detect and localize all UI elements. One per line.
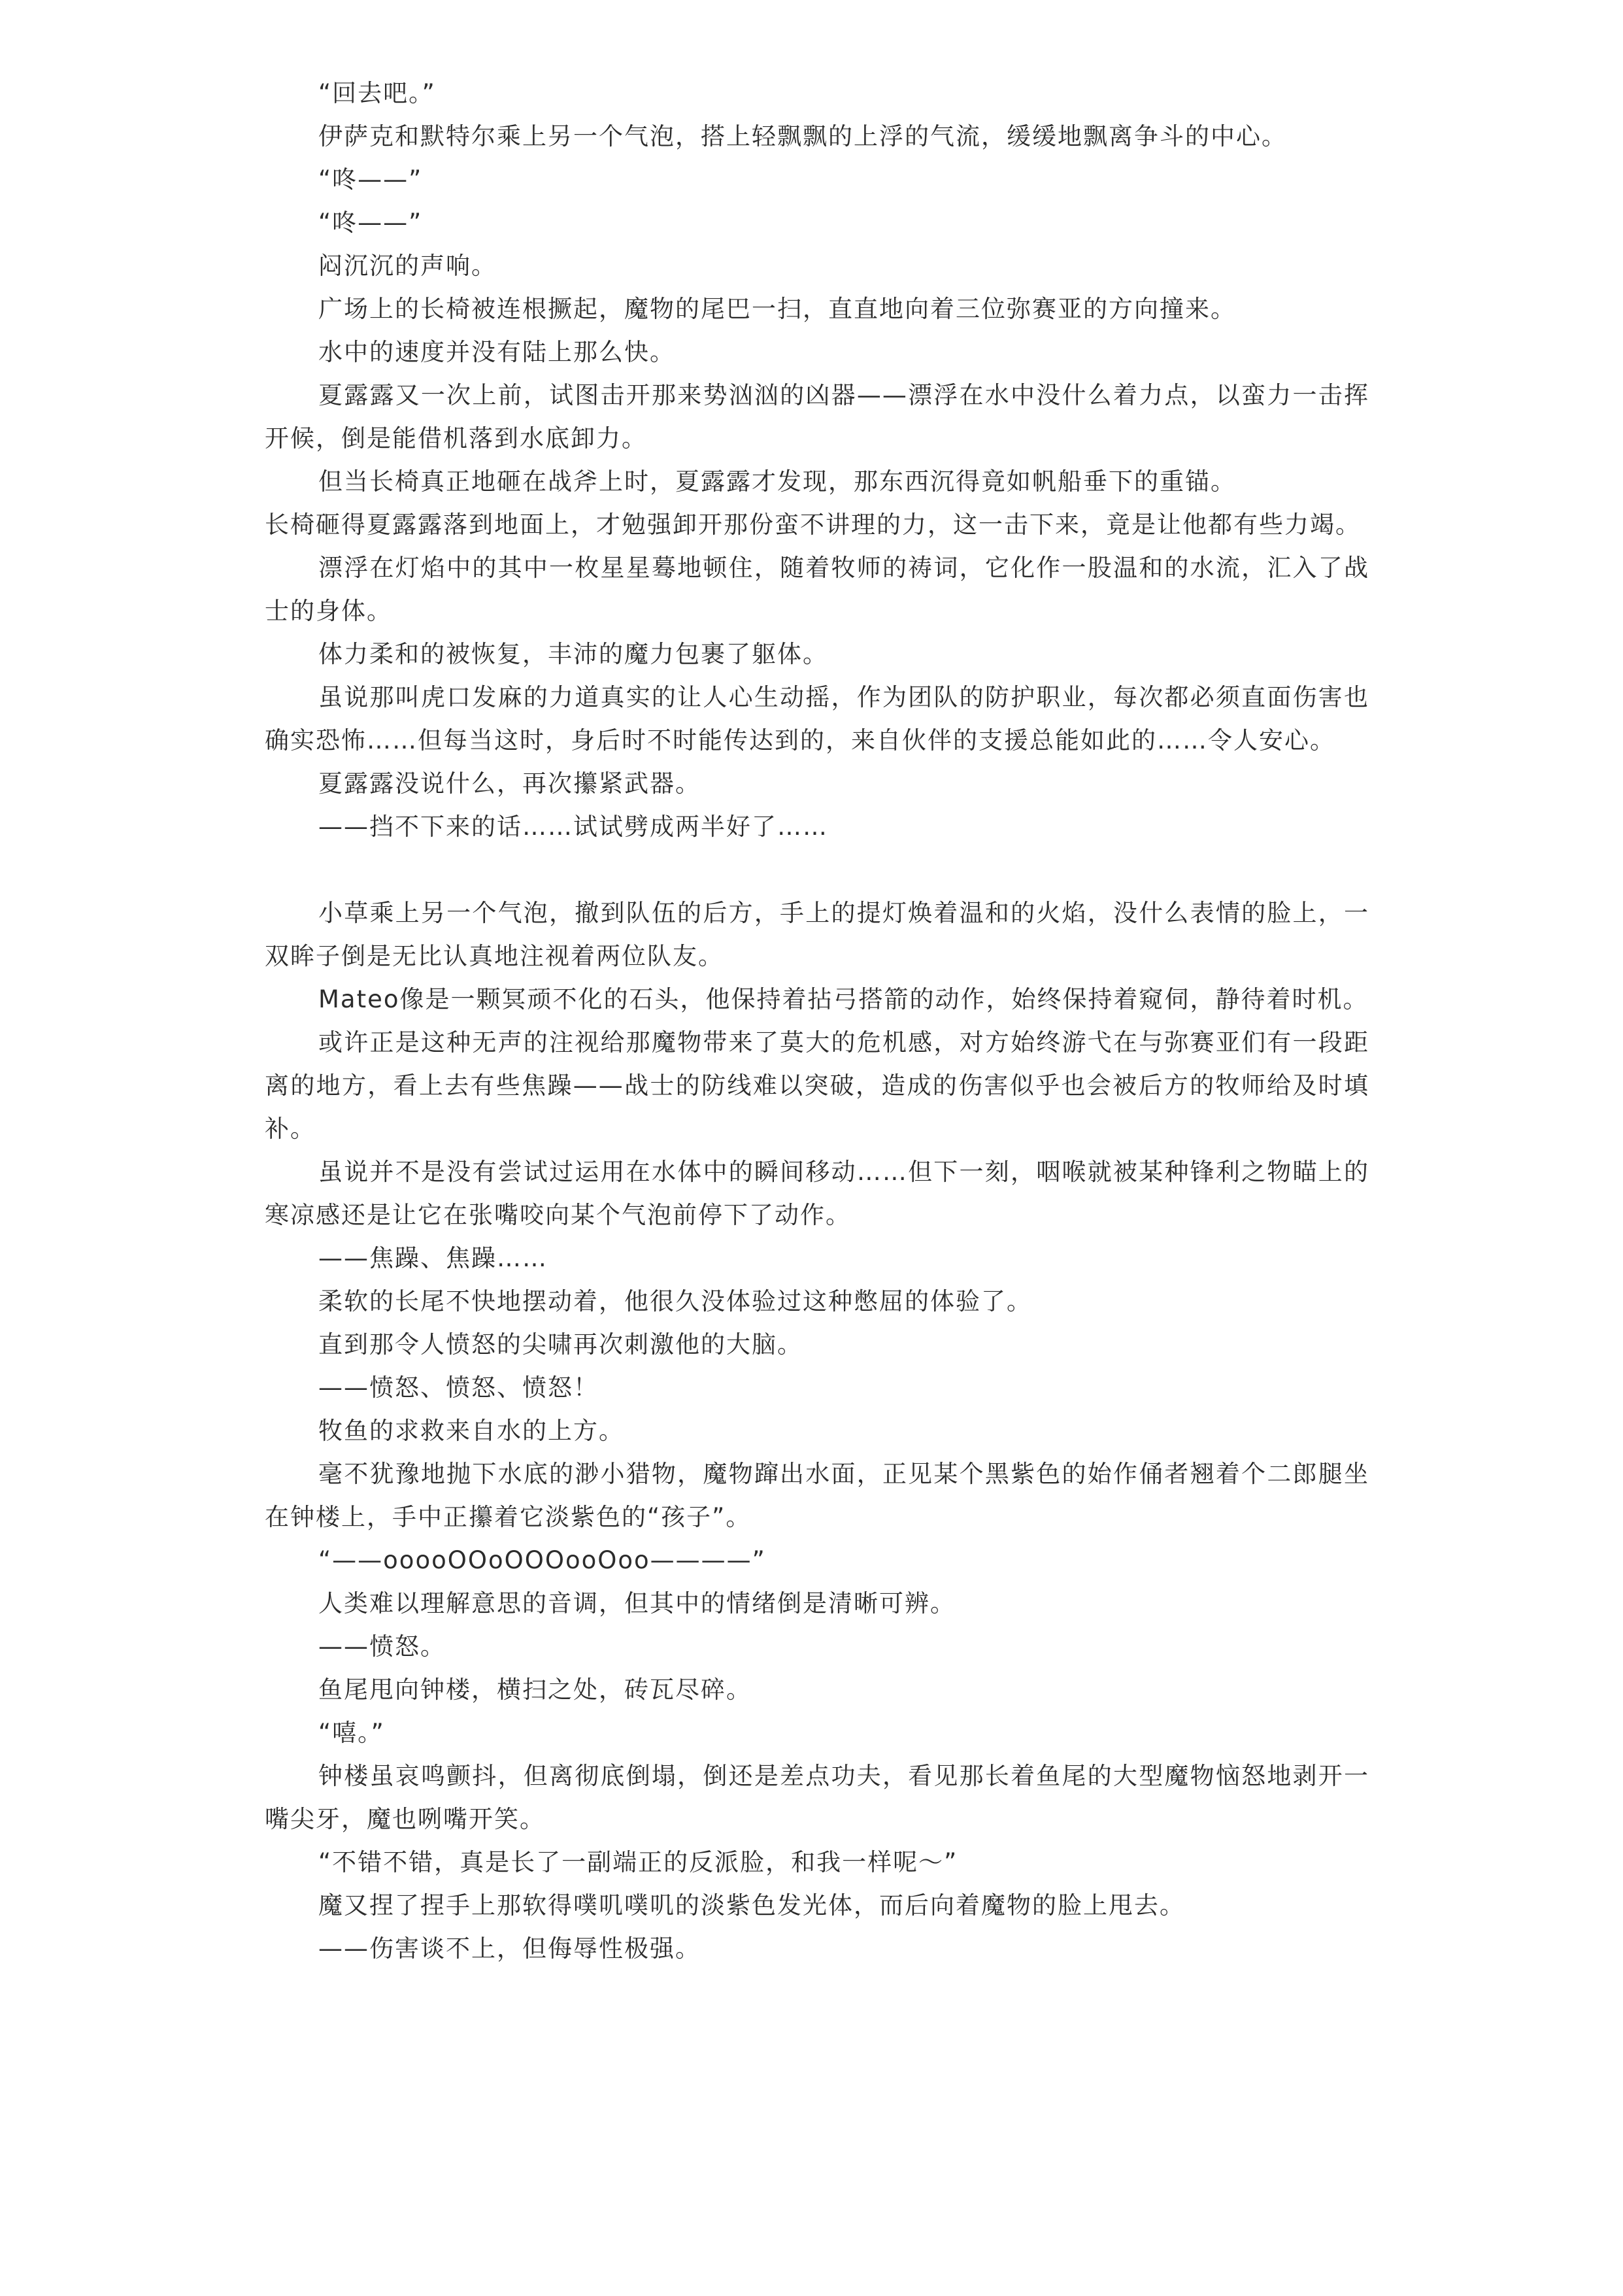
paragraph: 夏露露又一次上前，试图击开那来势汹汹的凶器——漂浮在水中没什么着力点，以蛮力一击挥开候，倒是能借机落到水底卸力。 bbox=[265, 381, 1369, 452]
paragraph: 闷沉沉的声响。 bbox=[318, 252, 497, 280]
paragraph: 小草乘上另一个气泡，撤到队伍的后方，手上的提灯焕着温和的火焰，没什么表情的脸上，一双眸子倒是无比认真地注视着两位队友。 bbox=[265, 899, 1369, 970]
paragraph: 直到那令人愤怒的尖啸再次刺激他的大脑。 bbox=[318, 1330, 803, 1359]
document-page bbox=[265, 72, 1369, 1970]
paragraph: 虽说那叫虎口发麻的力道真实的让人心生动摇，作为团队的防护职业，每次都必须直面伤害也确实恐怖……但每当这时，身后时不时能传达到的，来自伙伴的支援总能如此的……令人安心。 bbox=[265, 683, 1369, 754]
paragraph: 牧鱼的求救来自水的上方。 bbox=[318, 1417, 624, 1445]
paragraph: 人类难以理解意思的音调，但其中的情绪倒是清晰可辨。 bbox=[318, 1589, 956, 1617]
paragraph: “嘻。” bbox=[318, 1719, 385, 1747]
paragraph: 广场上的长椅被连根撅起，魔物的尾巴一扫，直直地向着三位弥赛亚的方向撞来。 bbox=[318, 295, 1236, 323]
paragraph: “回去吧。” bbox=[318, 79, 436, 107]
paragraph: 柔软的长尾不快地摆动着，他很久没体验过这种憋屈的体验了。 bbox=[318, 1287, 1032, 1315]
paragraph: 长椅砸得夏露露落到地面上，才勉强卸开那份蛮不讲理的力，这一击下来，竟是让他都有些力竭。 bbox=[265, 511, 1361, 539]
paragraph: 夏露露没说什么，再次攥紧武器。 bbox=[318, 769, 701, 798]
paragraph: 鱼尾甩向钟楼，横扫之处，砖瓦尽碎。 bbox=[318, 1676, 752, 1704]
paragraph: ——焦躁、焦躁…… bbox=[318, 1244, 548, 1272]
blank-line bbox=[265, 849, 1369, 892]
paragraph: 虽说并不是没有尝试过运用在水体中的瞬间移动……但下一刻，咽喉就被某种锋利之物瞄上的寒凉感还是让它在张嘴咬向某个气泡前停下了动作。 bbox=[265, 1158, 1369, 1229]
paragraph: Mateo像是一颗冥顽不化的石头，他保持着拈弓搭箭的动作，始终保持着窥伺，静待着时机。 bbox=[318, 985, 1369, 1013]
paragraph: 钟楼虽哀鸣颤抖，但离彻底倒塌，倒还是差点功夫，看见那长着鱼尾的大型魔物恼怒地剥开一嘴尖牙，魔也咧嘴开笑。 bbox=[265, 1762, 1369, 1833]
paragraph: “——ooooOOoOOOooOoo————” bbox=[318, 1546, 766, 1574]
paragraph: 但当长椅真正地砸在战斧上时，夏露露才发现，那东西沉得竟如帆船垂下的重锚。 bbox=[318, 467, 1236, 496]
paragraph: 水中的速度并没有陆上那么快。 bbox=[318, 338, 675, 366]
paragraph: ——挡不下来的话……试试劈成两半好了…… bbox=[318, 813, 828, 841]
paragraph: “咚——” bbox=[318, 209, 423, 237]
paragraph: ——愤怒、愤怒、愤怒！ bbox=[318, 1374, 599, 1402]
paragraph: ——愤怒。 bbox=[318, 1632, 446, 1661]
paragraph: 或许正是这种无声的注视给那魔物带来了莫大的危机感，对方始终游弋在与弥赛亚们有一段距离的地方，看上去有些焦躁——战士的防线难以突破，造成的伤害似乎也会被后方的牧师给及时填补。 bbox=[265, 1028, 1369, 1143]
paragraph: 体力柔和的被恢复，丰沛的魔力包裹了躯体。 bbox=[318, 640, 828, 668]
paragraph: 伊萨克和默特尔乘上另一个气泡，搭上轻飘飘的上浮的气流，缓缓地飘离争斗的中心。 bbox=[318, 122, 1287, 150]
paragraph: 魔又捏了捏手上那软得噗叽噗叽的淡紫色发光体，而后向着魔物的脸上甩去。 bbox=[318, 1891, 1185, 1919]
paragraph: 毫不犹豫地抛下水底的渺小猎物，魔物蹿出水面，正见某个黑紫色的始作俑者翘着个二郎腿坐在钟楼上，手中正攥着它淡紫色的“孩子”。 bbox=[265, 1460, 1369, 1531]
paragraph: 漂浮在灯焰中的其中一枚星星蓦地顿住，随着牧师的祷词，它化作一股温和的水流，汇入了战士的身体。 bbox=[265, 554, 1369, 625]
paragraph: ——伤害谈不上，但侮辱性极强。 bbox=[318, 1934, 701, 1963]
paragraph: “不错不错，真是长了一副端正的反派脸，和我一样呢～” bbox=[318, 1848, 958, 1876]
paragraph: “咚——” bbox=[318, 165, 423, 194]
